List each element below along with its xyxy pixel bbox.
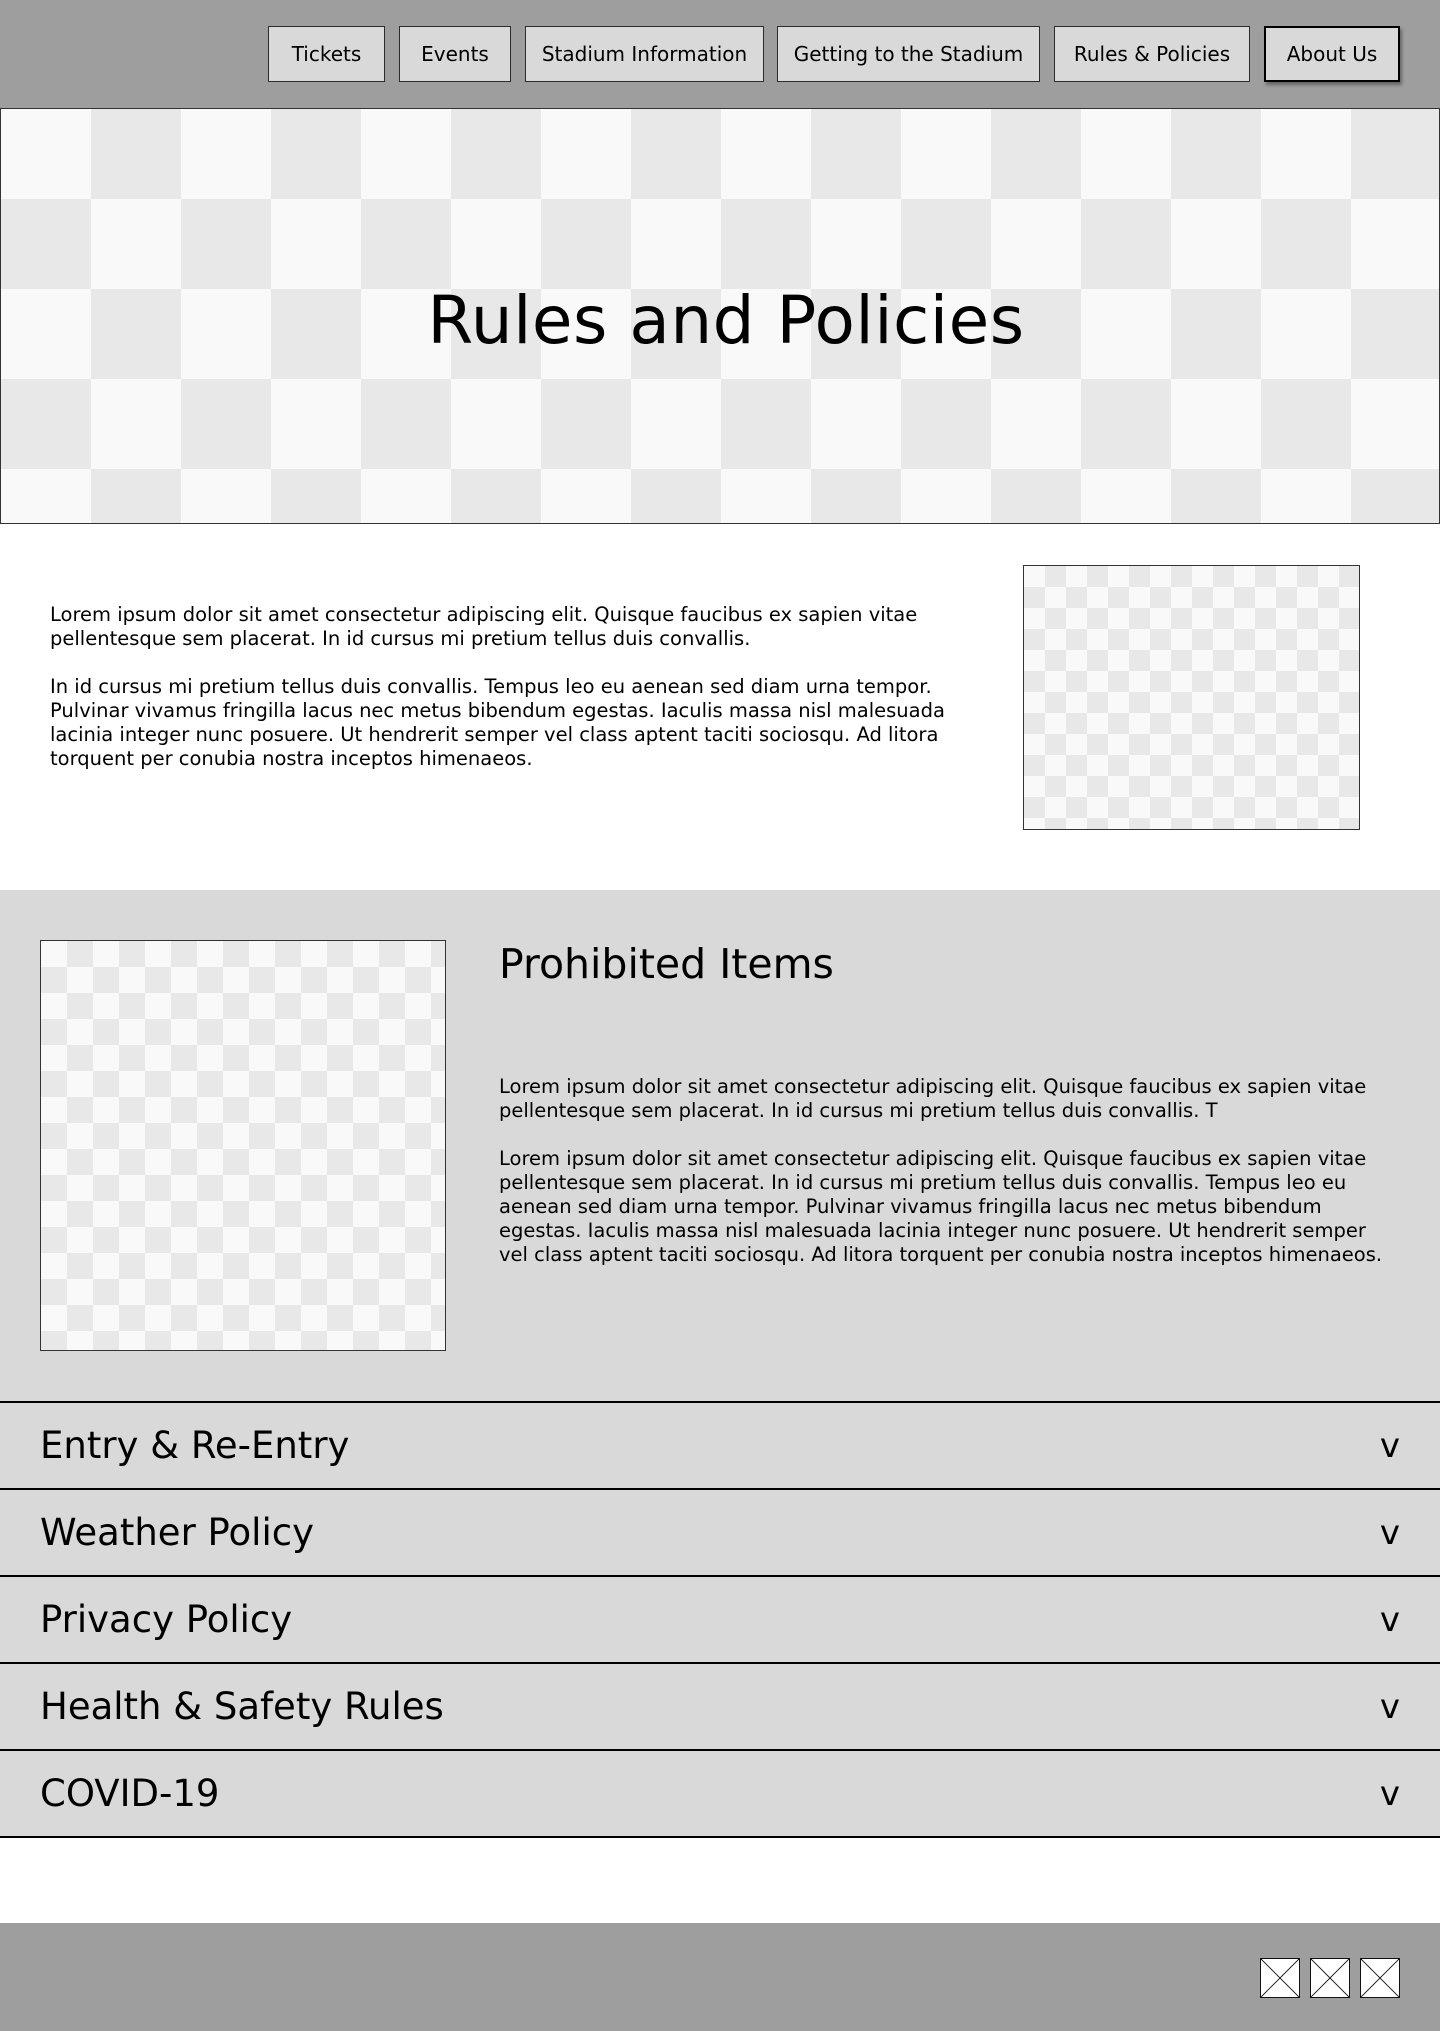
accordion-item-health-safety[interactable] bbox=[0, 1662, 1440, 1749]
chevron-down-icon[interactable]: v bbox=[1379, 1599, 1400, 1640]
prohibited-paragraph: Lorem ipsum dolor sit amet consectetur adipiscing elit. Quisque faucibus ex sapien vitae pellentesque sem placerat. In id cursus mi pretium tellus duis convallis. T bbox=[499, 1075, 1367, 1122]
accordion-item-title: Weather Policy bbox=[40, 1511, 314, 1554]
social-placeholder-icon[interactable] bbox=[1310, 1958, 1350, 1998]
chevron-down-icon[interactable]: v bbox=[1379, 1425, 1400, 1466]
prohibited-items-heading: Prohibited Items bbox=[499, 940, 834, 988]
accordion-item-weather-policy[interactable] bbox=[0, 1488, 1440, 1575]
chevron-down-icon[interactable]: v bbox=[1379, 1773, 1400, 1814]
accordion-item-title: Entry & Re-Entry bbox=[40, 1424, 350, 1467]
chevron-down-icon[interactable]: v bbox=[1379, 1686, 1400, 1727]
site-footer bbox=[0, 1923, 1440, 2031]
site-header bbox=[0, 0, 1440, 108]
hero-banner bbox=[0, 108, 1440, 524]
accordion-item-title: Privacy Policy bbox=[40, 1598, 293, 1641]
prohibited-paragraph: Lorem ipsum dolor sit amet consectetur adipiscing elit. Quisque faucibus ex sapien vitae pellentesque sem placerat. In id cursus mi pretium tellus duis convallis. Tempus leo eu aenean sed diam urna tempor. Pulvinar vivamus fringilla lacus nec metus bibendum egestas. Iaculis massa nisl malesuada lacinia integer nunc posuere. Ut hendrerit semper vel class aptent taciti sociosqu. Ad litora torquent per conubia nostra inceptos himenaeos. bbox=[499, 1147, 1383, 1266]
nav-rules-policies-button[interactable]: Rules & Policies bbox=[1054, 26, 1250, 82]
accordion-item-privacy-policy[interactable] bbox=[0, 1575, 1440, 1662]
social-placeholder-icon[interactable] bbox=[1260, 1958, 1300, 1998]
chevron-down-icon[interactable]: v bbox=[1379, 1512, 1400, 1553]
intro-text bbox=[50, 603, 990, 795]
page-title: Rules and Policies bbox=[427, 281, 1025, 359]
prohibited-image-placeholder bbox=[40, 940, 446, 1351]
intro-image-placeholder bbox=[1023, 565, 1360, 830]
social-placeholder-icon[interactable] bbox=[1360, 1958, 1400, 1998]
prohibited-items-text bbox=[499, 1075, 1399, 1291]
policy-accordion bbox=[0, 1401, 1440, 1838]
accordion-item-covid-19[interactable] bbox=[0, 1749, 1440, 1838]
prohibited-items-section bbox=[0, 890, 1440, 1401]
nav-getting-to-stadium-button[interactable]: Getting to the Stadium bbox=[777, 26, 1040, 82]
accordion-item-title: Health & Safety Rules bbox=[40, 1685, 444, 1728]
nav-stadium-information-button[interactable]: Stadium Information bbox=[525, 26, 764, 82]
intro-paragraph: In id cursus mi pretium tellus duis convallis. Tempus leo eu aenean sed diam urna tempor. Pulvinar vivamus fringilla lacus nec metus bibendum egestas. Iaculis massa nisl malesuada lacinia integer nunc posuere. Ut hendrerit semper vel class aptent taciti sociosqu. Ad litora torquent per conubia nostra inceptos himenaeos. bbox=[50, 675, 945, 770]
accordion-item-entry-reentry[interactable] bbox=[0, 1401, 1440, 1488]
intro-paragraph: Lorem ipsum dolor sit amet consectetur adipiscing elit. Quisque faucibus ex sapien vitae pellentesque sem placerat. In id cursus mi pretium tellus duis convallis. bbox=[50, 603, 918, 650]
nav-events-button[interactable]: Events bbox=[399, 26, 511, 82]
accordion-item-title: COVID-19 bbox=[40, 1772, 220, 1815]
nav-tickets-button[interactable]: Tickets bbox=[268, 26, 385, 82]
nav-about-us-button[interactable]: About Us bbox=[1264, 26, 1400, 82]
